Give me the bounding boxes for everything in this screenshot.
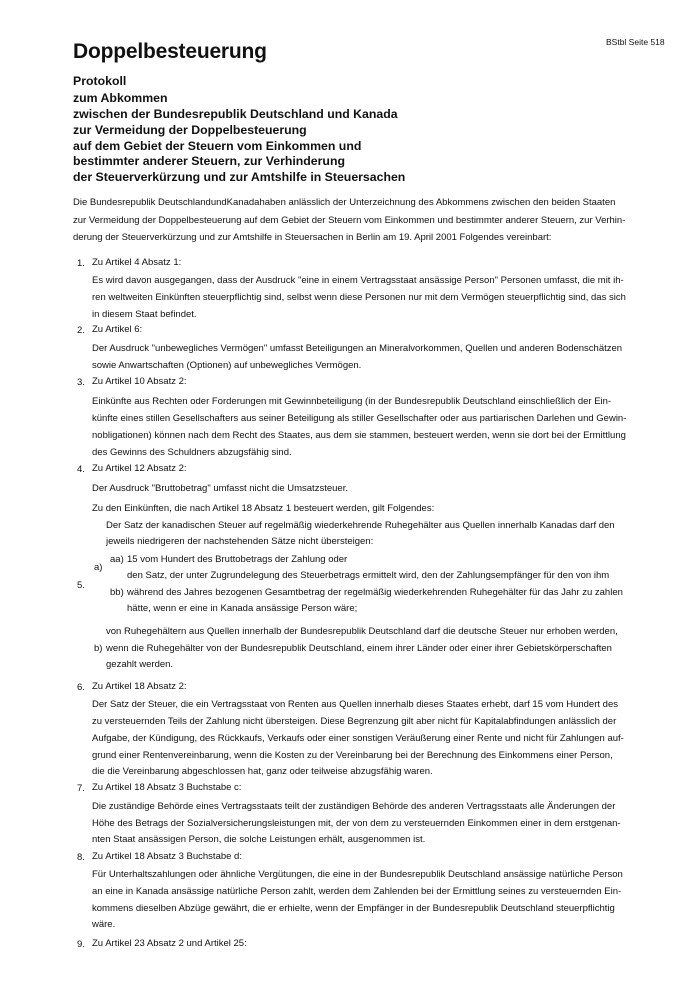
sub-label-b: b) — [94, 643, 103, 654]
intro-line: Die Bundesrepublik DeutschlandundKanadahaben anlässlich der Unterzeichnung des Abkommens zwischen den beiden Staaten — [73, 197, 616, 208]
item-text-line: Aufgabe, der Kündigung, des Rückkaufs, Verkaufs oder einer sonstigen Veräußerung einer Rente und nicht für Zahlungen auf- — [92, 733, 624, 744]
item-text-line: des Gewinns des Schuldners abzugsfähig sind. — [92, 447, 292, 458]
item-heading: Zu Artikel 18 Absatz 2: — [92, 681, 187, 692]
intro-line: derung der Steuerverkürzung und zur Amtshilfe in Steuersachen in Berlin am 19. April 2001 Folgendes vereinbart: — [73, 232, 552, 243]
sub-b-line: wenn die Ruhegehälter von der Bundesrepublik Deutschland, einem ihrer Länder oder einer ihrer Gebietskörperschaften — [106, 643, 612, 654]
item-text-line: die die Vereinbarung abgeschlossen hat, ganz oder teilweise abzugsfähig waren. — [92, 766, 433, 777]
item-intro: Zu den Einkünften, die nach Artikel 18 Absatz 1 besteuert werden, gilt Folgendes: — [92, 503, 435, 514]
item-number: 8. — [77, 852, 85, 863]
sub-label-a: a) — [94, 562, 103, 573]
item-text-line: Es wird davon ausgegangen, dass der Ausdruck "eine in einem Vertragsstaat ansässige Person" Personen umfasst, die mit ih- — [92, 275, 624, 286]
item-text-line: Die zuständige Behörde eines Vertragsstaats teilt der zuständigen Behörde des anderen Vertragsstaats alle Änderungen der — [92, 801, 616, 812]
item-text-line: wäre. — [92, 919, 116, 930]
sub-a-line: jeweils niedrigeren der nachstehenden Sätze nicht übersteigen: — [106, 536, 374, 547]
item-text-line: ren weltweiten Einkünften steuerpflichtig sind, selbst wenn diese Personen nur mit dem Vermögen steuerpflichtig sind, das sich — [92, 292, 626, 303]
sub-b-line: von Ruhegehältern aus Quellen innerhalb der Bundesrepublik Deutschland darf die deutsche Steuer nur erhoben werden, — [106, 626, 618, 637]
subtitle-line: zwischen der Bundesrepublik Deutschland und Kanada — [73, 107, 398, 121]
sub-a-line: Der Satz der kanadischen Steuer auf regelmäßig wiederkehrende Ruhegehälter aus Quellen innerhalb Kanadas darf den — [106, 520, 615, 531]
item-heading: Zu Artikel 10 Absatz 2: — [92, 376, 187, 387]
item-heading: Zu Artikel 4 Absatz 1: — [92, 257, 182, 268]
item-text-line: zu versteuernden Teils der Zahlung nicht übersteigen. Diese Begrenzung gilt aber nicht für Kapitalabfindungen anlässlich der — [92, 716, 617, 727]
page-reference: BStbl Seite 518 — [606, 37, 665, 47]
sub-b-line: gezahlt werden. — [106, 659, 174, 670]
item-heading: Zu Artikel 18 Absatz 3 Buchstabe c: — [92, 782, 242, 793]
item-text-line: Höhe des Betrags der Sozialversicherungsleistungen mit, der von dem zu versteuernden Einkommen einer in dem erstgenan- — [92, 818, 621, 829]
item-text-line: nobligationen) können nach dem Recht des Staates, aus dem sie stammen, besteuert werden, wenn sie dort bei der Ermittlung — [92, 430, 626, 441]
item-text-line: an eine in Kanada ansässige natürliche Person zahlt, werden dem Zahlenden bei der Ermittlung seines zu versteuernden Ein- — [92, 886, 622, 897]
subtitle-line: zum Abkommen — [73, 91, 168, 105]
subtitle-line: zur Vermeidung der Doppelbesteuerung — [73, 123, 307, 137]
item-text-line: grund einer Rentenvereinbarung, wenn die Kosten zu der Vereinbarung bei der Berechnung des Einkommens einer Person, — [92, 750, 613, 761]
item-text-line: sowie Anwartschaften (Optionen) auf unbewegliches Vermögen. — [92, 360, 362, 371]
subtitle-line: der Steuerverkürzung und zur Amtshilfe in Steuersachen — [73, 170, 406, 184]
item-number: 4. — [77, 464, 85, 475]
item-text-line: in diesem Staat befindet. — [92, 309, 197, 320]
subtitle-line: Protokoll — [73, 74, 127, 88]
item-heading: Zu Artikel 18 Absatz 3 Buchstabe d: — [92, 851, 242, 862]
item-heading: Zu Artikel 23 Absatz 2 und Artikel 25: — [92, 938, 247, 949]
item-text-line: nten Staat ansässigen Person, die solche Leistungen erhält, ausgenommen ist. — [92, 834, 426, 845]
subtitle-line: auf dem Gebiet der Steuern vom Einkommen und — [73, 139, 362, 153]
item-number: 1. — [77, 258, 85, 269]
item-heading: Zu Artikel 6: — [92, 324, 143, 335]
item-text-line: kommens dieselben Abzüge gewährt, die er erhielte, wenn der Empfänger in der Bundesrepublik Deutschland steuerpflichtig — [92, 903, 615, 914]
item-number: 5. — [77, 580, 85, 591]
item-number: 9. — [77, 939, 85, 950]
item-text-line: künfte eines stillen Gesellschafters aus seiner Beteiligung als stiller Gesellschafter oder aus partiarischen Darlehen und Gewin- — [92, 413, 627, 424]
item-text-line: Der Satz der Steuer, die ein Vertragsstaat von Renten aus Quellen innerhalb dieses Staates erhebt, darf 15 vom Hundert des — [92, 699, 618, 710]
intro-line: zur Vermeidung der Doppelbesteuerung auf dem Gebiet der Steuern vom Einkommen und bestimmter anderer Steuern, zur Verhin- — [73, 215, 626, 226]
sub-label-bb: bb) — [110, 587, 124, 598]
item-number: 6. — [77, 682, 85, 693]
item-text-line: Für Unterhaltszahlungen oder ähnliche Vergütungen, die eine in der Bundesrepublik Deutschland ansässige natürliche Person — [92, 869, 623, 880]
item-heading: Zu Artikel 12 Absatz 2: — [92, 463, 187, 474]
sub-bb-line: während des Jahres bezogenen Gesamtbetrag der regelmäßig wiederkehrenden Ruhegehälter für das Jahr zu zahlen — [127, 587, 623, 598]
item-text-line: Der Ausdruck "unbewegliches Vermögen" umfasst Beteiligungen an Mineralvorkommen, Quellen und anderen Bodenschätzen — [92, 343, 623, 354]
sub-bb-line: hätte, wenn er eine in Kanada ansässige Person wäre; — [127, 603, 358, 614]
subtitle-line: bestimmter anderer Steuern, zur Verhinderung — [73, 154, 345, 168]
page-title: Doppelbesteuerung — [73, 40, 267, 63]
item-number: 3. — [77, 377, 85, 388]
item-text-line: Einkünfte aus Rechten oder Forderungen mit Gewinnbeteiligung (in der Bundesrepublik Deutschland einschließlich der Ein- — [92, 396, 612, 407]
item-number: 7. — [77, 783, 85, 794]
item-number: 2. — [77, 325, 85, 336]
item-text-line: Der Ausdruck "Bruttobetrag" umfasst nicht die Umsatzsteuer. — [92, 483, 348, 494]
sub-bb-line: den Satz, der unter Zugrundelegung des Steuerbetrags ermittelt wird, den der Zahlungsempfänger für den von ihm — [127, 570, 610, 581]
sub-aa-text: 15 vom Hundert des Bruttobetrags der Zahlung oder — [127, 554, 348, 565]
sub-label-aa: aa) — [110, 554, 124, 565]
